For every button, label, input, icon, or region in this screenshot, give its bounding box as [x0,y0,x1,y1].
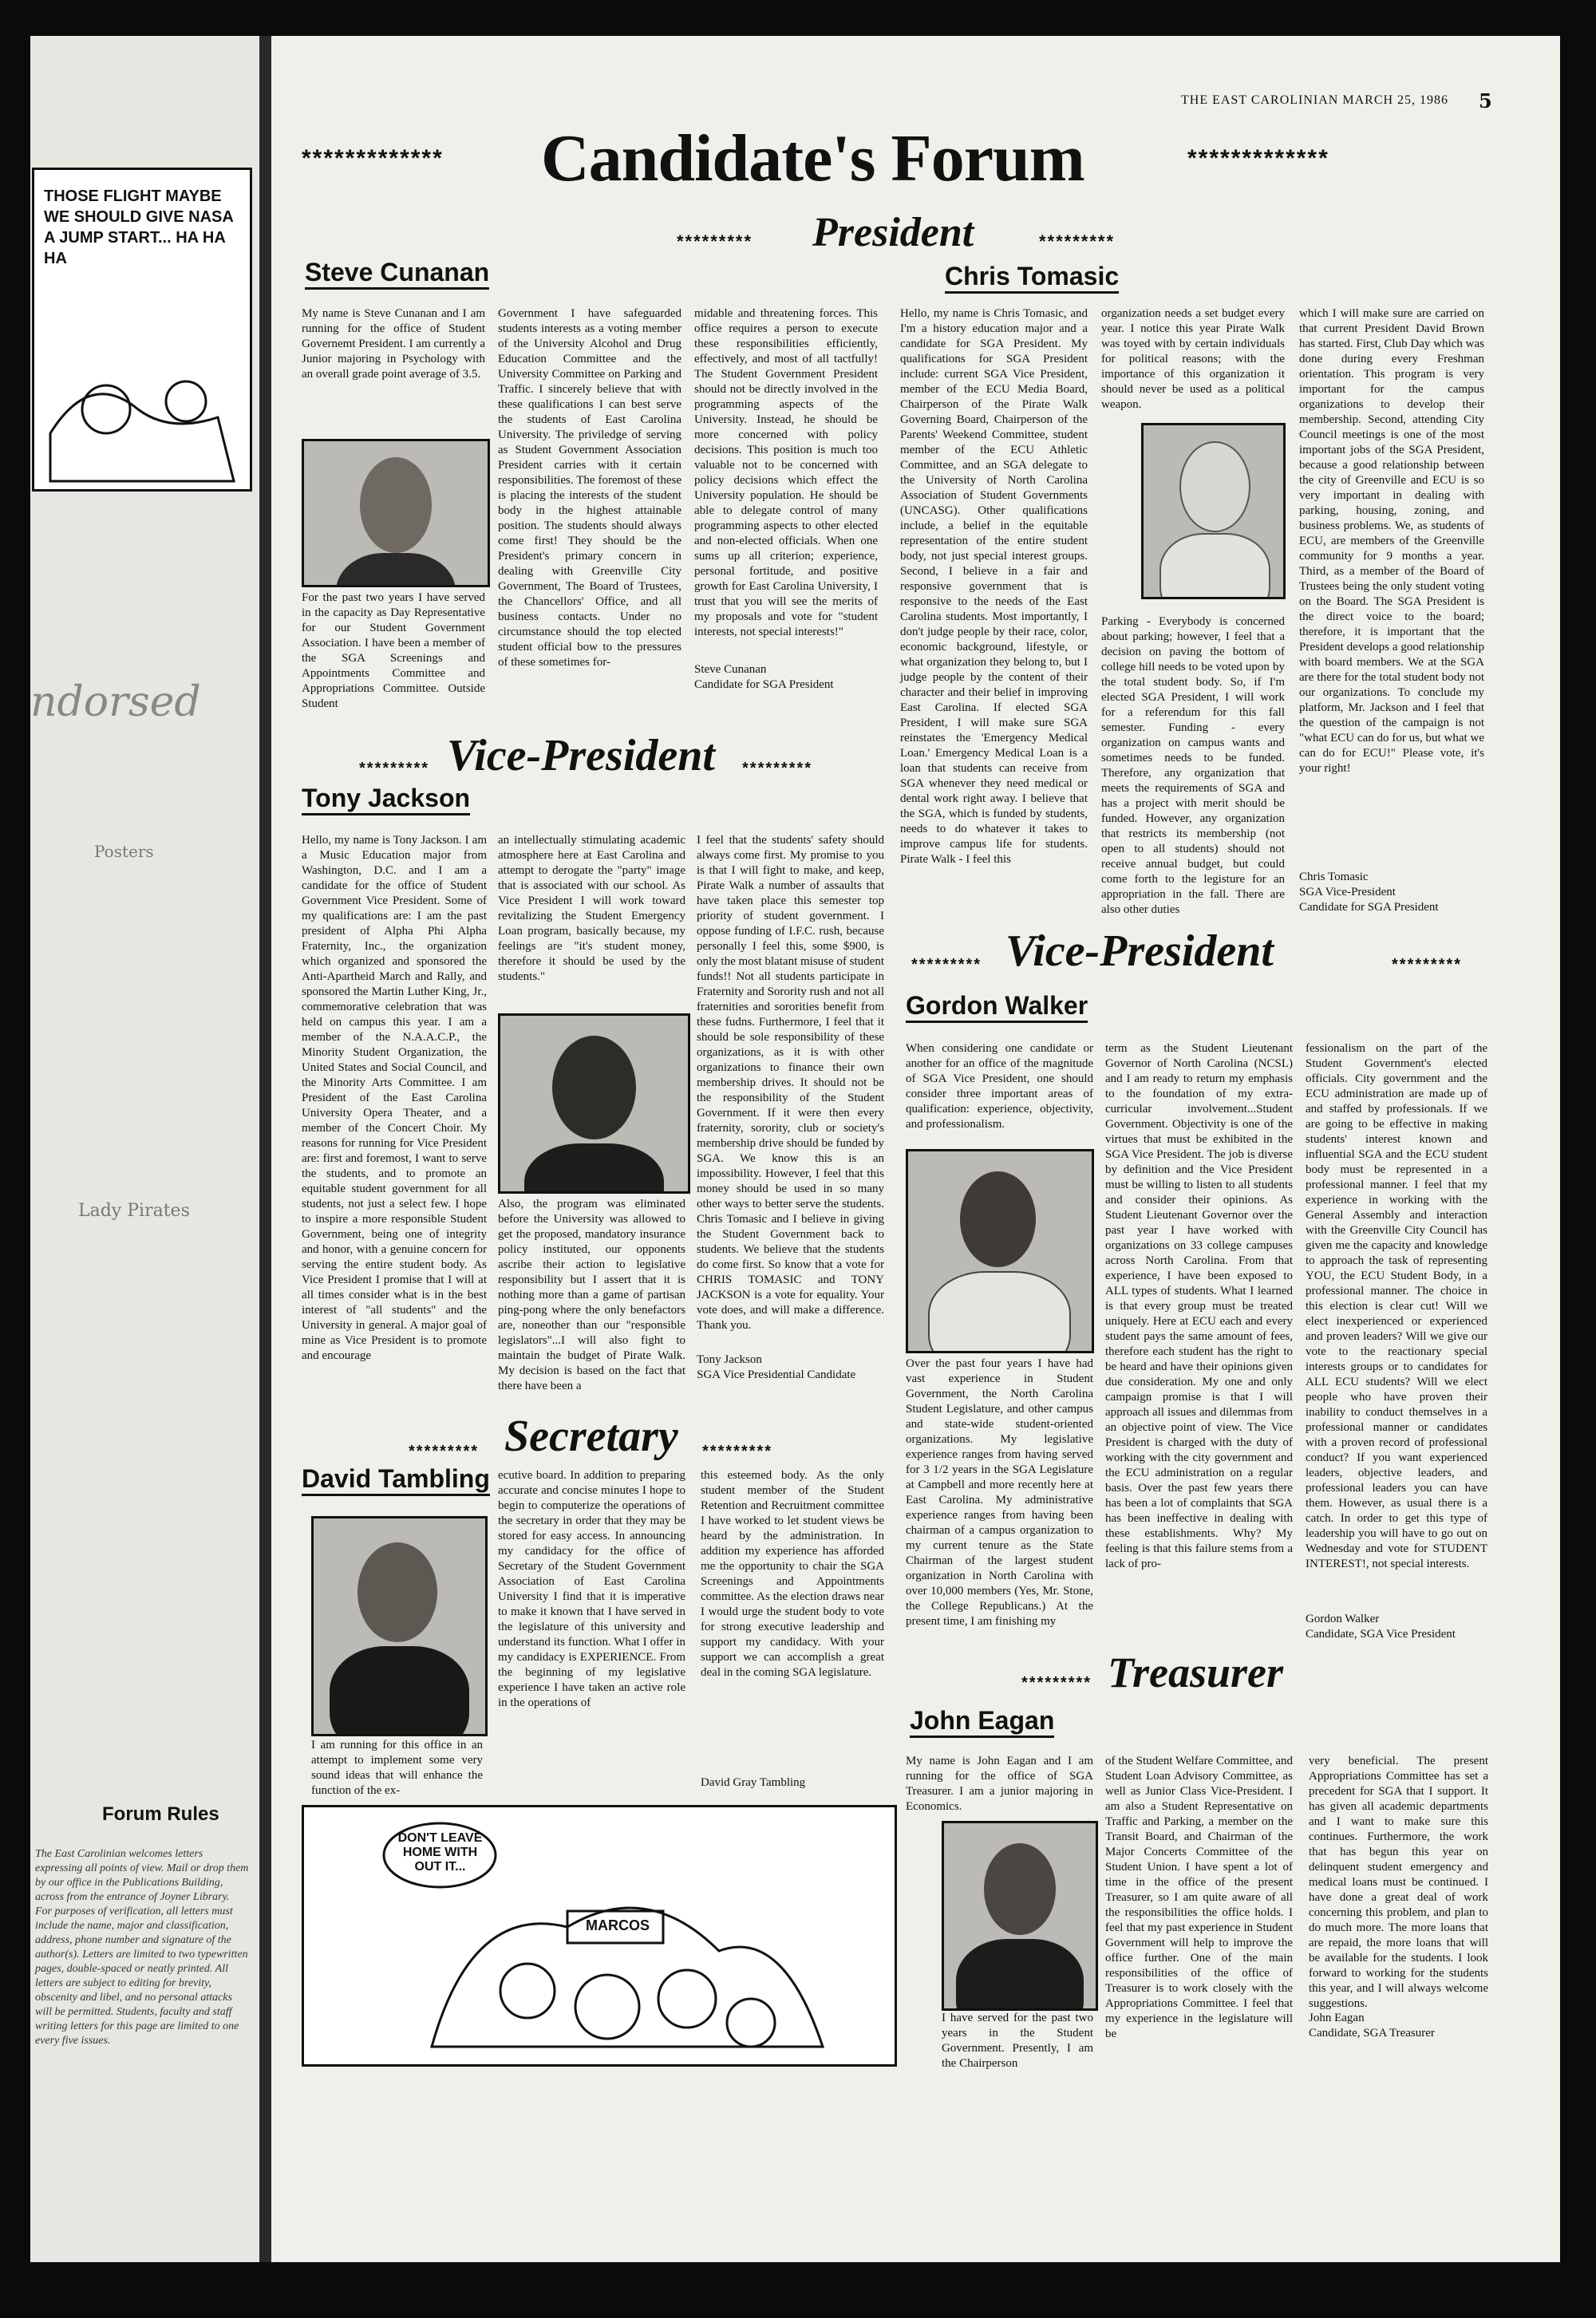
candidate-name-walker: Gordon Walker [906,991,1088,1023]
masthead: THE EAST CAROLINIAN MARCH 25, 1986 [1181,93,1449,107]
tambling-photo [311,1516,488,1736]
jackson-col2a: an intellectually stimulating academic atmosphere here at East Carolina and attempt to derogate the "party" image that is associated with our school. As Vice President I will work toward revitalizing the Student Emergency Loan program, basically because, my feelings are "it's student money, therefore it should be used by the students." [498,834,685,983]
treasurer-stars-left: ********* [1021,1674,1092,1692]
section-treasurer: Treasurer [1108,1649,1284,1696]
section-secretary: Secretary [504,1412,678,1461]
title-stars-left: ************* [302,145,444,172]
jackson-signature: Tony Jackson SGA Vice Presidential Candidate [697,1353,856,1381]
candidate-name-tomasic: Chris Tomasic [945,262,1119,294]
tomasic-col2a: organization needs a set budget every year. I notice this year Pirate Walk was toyed with by certain individuals for political reasons; with the importance of this organization it should never be used as a political weapon. [1101,307,1285,411]
cartoon-label: MARCOS [586,1917,650,1933]
tomasic-col3: which I will make sure are carried on that current President David Brown has started. First, Club Day which was done during every Freshman orientation. This program is very important for the campus organizations to develop their membership. Second, attending City Council meetings is one of the most important jobs of the SGA President, because a good relationship between the city of Greenville and ECU is so very important in dealing with parking, housing, zoning, and business problems. We, as students of ECU, are members of the Greenville community for 9 months a year. Third, as a member of the Board of Trustees being the only student voting on the Board. The SGA President is the direct voice to the board; therefore, it is important that the President develops a good relationship with board members. We at the SGA are there for the total student body not our organizations. To conclude my platform, Mr. Jackson and I feel that the question of the campaign is not "what ECU can do for us, but what we can do for ECU!" Please vote, it's your right! [1299,307,1484,775]
candidate-name-cunanan: Steve Cunanan [305,258,489,290]
eagan-col1b: I have served for the past two years in the Student Government. Presently, I am the Chairperson [942,2012,1093,2070]
walker-photo [906,1149,1094,1353]
page-gutter [259,36,271,2262]
cunanan-photo [302,439,490,587]
tambling-col3: this esteemed body. As the only student member of the Student Retention and Recruitment committee I have worked to let student views be heard by the administration. In addition my experience has afforded me the opportunity to chair the SGA Screenings and Appointments committee. As the election draws near I would urge the student body to vote for strong executive leadership and support my candidacy. With your support we can accomplish a great deal in the coming SGA legislature. [701,1469,884,1679]
walker-col1b: Over the past four years I have had vast experience in Student Government, the North Carolina Student Legislature, and other campus and state-wide student-oriented organizations. My legislative experience ranges from having served for 3 1/2 years in the SGA Legislature at Campbell and more recently here at East Carolina. My administrative experience ranges from having been chairman of a campus organization to my current tenure as the State Chairman of the largest student organization in North Carolina with over 10,000 members (Yes, Mr. Stone, the College Republicans.) At the present time, I am finishing my [906,1357,1093,1628]
section-vice-president-right: Vice-President [1005,926,1274,976]
tomasic-photo [1141,423,1286,599]
eagan-col3: very beneficial. The present Appropriations Committee has set a precedent for SGA that I support. It has given all academic departments and I want to make sure this continues. Furthermore, the work that has begun this year on delinquent student emergency and medical loans must be continued. I have done a great deal of work concerning this problem, and plan to do much more. The more loans that are repaid, the more loans that will be available for the students. I look forward to working for the students this year, and I will always welcome suggestions. [1309,1755,1488,2010]
jackson-col2b: Also, the program was eliminated before the University was allowed to get the proposed, mandatory insurance policy instituted, our opponents ascribe their action to legislative responsibility but I assert that it is nothing more than a game of partisan ping-pong where the only benefactors are, noneother than our "responsible legislators"...I will also fight to maintain the budget of Pirate Walk. My decision is based on the fact that there have been a [498,1198,685,1392]
candidate-name-eagan: John Eagan [910,1706,1054,1738]
cunanan-col2: Government I have safeguarded students interests as a voting member of the University Alcohol and Drug Education Committee and the University Committee on Parking and Traffic. I sincerely believe that with these qualifications I can best serve the students of East Carolina University. The priviledge of serving as Student Government Association President carries with it certain responsibilities. The foremost of these is placing the interests of the student body in the highest attainable position. The students should always come first! They should be the President's primary concern in dealing with Greenville City Government, The Board of Trustees, the Chancellors' Office, and all business contacts. Under no circumstance should the top elected student official bow to the pressures of these sometimes for- [498,307,681,669]
eagan-signature: John Eagan Candidate, SGA Treasurer [1309,2012,1435,2040]
secretary-stars-right: ********* [702,1443,773,1460]
jackson-col1: Hello, my name is Tony Jackson. I am a Music Education major from Washington, D.C. and I am a candidate for the office of Student Government Vice President. Some of my qualifications are: I am the past president of Alpha Phi Alpha Fraternity, Inc., the organization which organized and sponsored the Anti-Apartheid March and Rally, and sponsored the Martin Luther King, Jr., commemorative celebration that was held on campus this year. I am a member of the N.A.A.C.P., the Minority Student Organization, the United States and Social Council, and the Minority Arts Committee. I am President of the East Carolina University Opera Theater, and a member of the Concert Choir. My reasons for running for Vice President are: first and foremost, I want to serve the students, and to promote an equitable student government for all students, not just a select few. I hope to inspire a more responsible Student Government, being one of integrity and honor, with a genuine concern for serving the entire student body. As Vice President I promise that I will at all times consider what is in the best interest of "all students" and the University in general. A major goal of mine as Vice President is to promote and encourage [302,834,487,1362]
posters-heading: Posters [94,842,154,861]
candidate-name-jackson: Tony Jackson [302,784,470,815]
secretary-stars-left: ********* [409,1443,480,1460]
section-president: President [812,210,974,255]
cunanan-col1b: For the past two years I have served in the capacity as Day Representative for our Student Government Association. I have been a member of the SGA Screenings and Appointments Committee and Appropriations Committee. Outside Student [302,591,485,710]
vp-left-stars-left: ********* [359,760,430,777]
tambling-col2: ecutive board. In addition to preparing accurate and concise minutes I hope to begin to computerize the operations of the secretary in order that they may be stored for easy access. In announcing my candidacy for the office of Secretary of the Student Government Association of East Carolina University I find that it is imperative to make it known that I have served in the legislature of this university and understand its function. What I offer in my candidacy is EXPERIENCE. From the beginning of my legislative experience I have taken an active role in the operations of [498,1469,685,1709]
eagan-col1a: My name is John Eagan and I am running for the office of SGA Treasurer. I am a junior majoring in Economics. [906,1755,1093,1813]
title-stars-right: ************* [1187,145,1329,172]
strip-cartoon [32,168,252,492]
lady-pirates-heading: Lady Pirates [78,1201,190,1221]
cunanan-col1: My name is Steve Cunanan and I am running for the office of Student Governemt President. I am currently a Junior majoring in Psychology with an overall grade point average of 3.5. [302,307,485,381]
page-number: 5 [1479,89,1492,113]
president-stars-left: ********* [677,231,753,251]
vp-right-stars-right: ********* [1392,956,1463,973]
tomasic-col1: Hello, my name is Chris Tomasic, and I'm a history education major and a candidate for SGA President. My qualifications for SGA President include: current SGA Vice President, member of the ECU Media Board, Chairperson of the Pirate Walk Governing Board, Chairperson of the Parents' Weekend Committee, student member of the ECU Athletic Committee, and an SGA delegate to the University of North Carolina Association of Student Governments (UNCASG). Other qualifications include, a belief in the equitable representation of the entire student body, not just special interest groups. Second, I believe in a fair and responsive government that is responsive to the needs of the East Carolina students. Most importantly, I don't judge people by their race, color, economic background, lifestyle, or what organization they belong to, but I judge people by the content of their character and their belief in improving East Carolina. If elected SGA President, I will make sure SGA reinstates the 'Emergency Medical Loan.' Emergency Medical Loan is a loan that students can receive from SGA whenever they need medical or dental work right away. I believe that the SGA, which is funded by students, needs to do whatever it takes to improve campus life for students. Pirate Walk - I feel this [900,307,1088,866]
walker-signature: Gordon Walker Candidate, SGA Vice President [1306,1613,1456,1641]
jackson-photo [498,1013,690,1194]
tomasic-col2b: Parking - Everybody is concerned about parking; however, I feel that a decision on paving the bottom of college hill needs to be voted upon by the total student body. So, if I'm elected SGA President, I will work for a referendum for this fall semester. Funding - every organization on campus wants and sometimes needs to be funded. Therefore, any organization that meets the requirements of SGA and has a project with merit should be funded. However, any organization that restricts its membership (not open to all students) should not receive annual budget, but could come forth to the legisture for an appropriation in the fall. There are also other duties [1101,615,1285,916]
tambling-col1: I am running for this office in an attempt to implement some very sound ideas that will enhance the function of the ex- [311,1739,483,1797]
strip-cartoon-caption: THOSE FLIGHT MAYBE WE SHOULD GIVE NASA A JUMP START... HA HA HA [44,188,234,267]
walker-col2: term as the Student Lieutenant Governor of North Carolina (NCSL) and I am ready to return my emphasis to the foundation of my extra-curricular involvement...Student Government. Objectivity is one of the virtues that must be exhibited in the SGA Vice President. The job is diverse by definition and the Vice President must be willing to listen to all students and consider their opinions. As Student Lieutenant Governor over the past year I have worked with organizations on 33 college campuses across North Carolina. From that experience, I have been exposed to ALL types of students. What I learned is that every group must be treated uniquely. Here at ECU each and every student pays the same amount of fees, therefore each student has the right to be heard and have their opinions given due consideration. My one and only campaign promise is that I will approach all issues and dilemmas from an objective point of view. The Vice President is charged with the duty of working with the city government and the ECU administration on a regular basis. Over the past few years there has been a lot of complaints that SGA has been ineffective in dealing with these establishments. Why? My feeling is that this failure stems from a lack of pro- [1105,1042,1293,1570]
eagan-col2: of the Student Welfare Committee, and Student Loan Advisory Committee, as well as Junior Class Vice-President. I am also a Student Representative on Traffic and Parking, a member on the Transit Board, and Chairman of the Major Concerts Committee of the Student Union. I have spent a lot of time in the office of the present Treasurer, so I am quite aware of all the responsibilities the office holds. I feel that my past experience in Student Government will help to improve the office further. One of the main responsibilities of the office of Treasurer is to work closely with the Appropriations Committee. I feel that my experience in the legislature will be [1105,1755,1293,2040]
jackson-col3: I feel that the students' safety should always come first. My promise to you is that I will fight to make, and keep, Pirate Walk a number of assaults that have taken place this semester top priority of student government. I oppose funding of I.F.C. rush, because personally I feel this, some $900, is only the most blatant misuse of student funds!! Not all students participate in Fraternity and Sorority rush and not all fraternities and sororities benefit from these fudns. Furthermore, I feel that it should be sole responsibility of these organizations, as it is with other organizations to finance their own membership drives. It should not be the responsibility of the Student Government. If it were then every fraternity, sorority, club or society's membership drive should be funded by SGA. We know this is an impossibility. However, I feel that this money should be used in so many other ways to better serve the students. Chris Tomasic and I believe in giving the Student Government back to students. We believe that the students do come first. So know that a vote for CHRIS TOMASIC and TONY JACKSON is a vote for equality. Your vote does, and will make a difference. Thank you. [697,834,884,1332]
forum-rules-heading: Forum Rules [102,1803,219,1825]
cartoon-speech-bubble: DON'T LEAVE HOME WITH OUT IT... [397,1831,483,1874]
walker-col1a: When considering one candidate or another for an office of the magnitude of SGA Vice President, one should consider three important areas of qualification: experience, objectivity, and professionalism. [906,1042,1093,1131]
tambling-signature: David Gray Tambling [701,1776,806,1789]
page-title: Candidate's Forum [541,121,1084,195]
president-stars-right: ********* [1039,231,1116,251]
section-vice-president-left: Vice-President [447,731,715,780]
vp-left-stars-right: ********* [742,760,813,777]
walker-col3: fessionalism on the part of the Student Government's elected officials. City government and the ECU administration are made up of and staffed by professionals. If we are going to be effective in making students' interest known and influential SGA and the ECU student body must be represented in a professional manner. I feel that my experience in working with the General Assembly and interaction with the Greenville City Council has given me the capacity and knowledge to approach the task of representing YOU, the ECU Student Body, in a professional manner. The choice in this election is clear cut! Will we elect inexperienced or experienced and proven leaders? Will we give our vote to the reactionary special interests groups or to candidates for ALL ECU students? Will we elect people who have proven their inability to conduct themselves in a professional manner or candidates with a proven record of professional conduct? If you want experienced leaders, objective leaders, and professional leaders you can have them. However, as usual there is a catch. In order to get this type of leadership you will have to go out on Wednesday and vote for STUDENT INTEREST!, not special interests. [1306,1042,1487,1570]
vp-right-stars-left: ********* [911,956,982,973]
endorsed-heading: ndorsed [30,678,201,726]
tomasic-signature: Chris Tomasic SGA Vice-President Candidate for SGA President [1299,871,1439,914]
candidate-name-tambling: David Tambling [302,1464,490,1496]
adjacent-page-strip [30,36,262,2262]
cunanan-col3: midable and threatening forces. This office requires a person to execute these responsibilities efficiently, effectively, and most of all tactfully! The Student Government President should not be directly involved in the programming aspects of the University. Instead, he should be more concerned with policy decisions. This position is much too valuable not to be concerned with policy decisions which effect the University population. He should be able to delegate control of many programming aspects to other elected and non-elected officials. When one sums up all criterion; experience, personal fortitude, and positive growth for East Carolina University, I trust that you will see the merits of my proposals and vote for "student interests, not special interests!" [694,307,878,638]
eagan-photo [942,1821,1098,2011]
marcos-cartoon [302,1805,897,2067]
cunanan-signature: Steve Cunanan Candidate for SGA President [694,663,834,691]
forum-rules-text: The East Carolinian welcomes letters expressing all points of view. Mail or drop them by our office in the Publications Building, across from the entrance of Joyner Library. For purposes of verification, all letters must include the name, major and classification, address, phone number and signature of the author(s). Letters are limited to two typewritten pages, double-spaced or neatly printed. All letters are subject to editing for brevity, obscenity and libel, and no personal attacks will be permitted. Students, faculty and staff writing letters for this page are limited to one every five issues. [35,1848,249,2047]
